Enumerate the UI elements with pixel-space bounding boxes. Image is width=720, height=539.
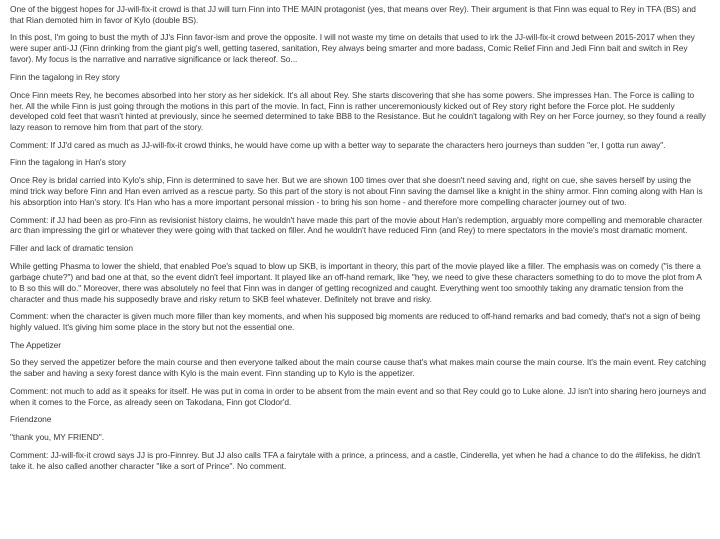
intro-paragraph: One of the biggest hopes for JJ-will-fix-it crowd is that JJ will turn Finn into THE MAIN protagonist (yes, that means over Rey). Their argument is that Finn was equal to Rey in TFA (BS) and that Rian demoted him in favor of Kylo (double BS). <box>10 4 696 25</box>
comment-paragraph: Comment: JJ-will-fix-it crowd says JJ is pro-Finnrey. But JJ also calls TFA a fairytale with a prince, a princess, and a castle, Cinderella, yet when he had a chance to do the #lifekiss, he didn't take it. he also called another character "like a sort of Prince". No comment. <box>10 449 701 471</box>
body-paragraph: Once Finn meets Rey, he becomes absorbed into her story as her sidekick. It's all about Rey. She starts discovering that she has some powers. She impresses Han. The Force is calling to her. All the while Finn is just going through the motions in this part of the movie. In fact, Finn is rather unceremoniously kicked out of Rey story right before the Force plot. He suddenly developed cold feet that wasn't hinted at previously, since he seemed determined to take BB8 to the Resistance. But he couldn't tagalong with Rey on her Force journey, so they found a really lazy reason to remove him from that part of the story. <box>10 89 706 133</box>
section-heading-rey-story: Finn the tagalong in Rey story <box>10 71 120 82</box>
comment-paragraph: Comment: when the character is given much more filler than key moments, and when his supposed big moments are reduced to off-hand remarks and bad comedy, that's not a sign of being highly valued. It's giving him some place in the story but not the essential one. <box>10 311 701 332</box>
comment-paragraph: Comment: if JJ had been as pro-Finn as revisionist history claims, he wouldn't have made this part of the movie about Han's redemption, arguably more compelling and memorable character arc than impressing the girl or whatever they were going with that tacked on filler. And he wouldn't have reduced Finn (and Rey) to mere spectators in the movie's most dramatic moment. <box>10 214 703 236</box>
section-heading-han-story: Finn the tagalong in Han's story <box>10 157 126 168</box>
section-heading-filler: Filler and lack of dramatic tension <box>10 242 134 253</box>
section-heading-appetizer: The Appetizer <box>10 339 62 350</box>
body-paragraph: Once Rey is bridal carried into Kylo's ship, Finn is determined to save her. But we are shown 100 times over that she doesn't need saving and, right on cue, she saves herself by using the mind trick way before Finn and Han even arrived as a rescue party. So this part of the story is not about Finn saving the damsel like a knight in the shiny armor. Finn coming along with Han is his absorption into Han's story. It's Han who has a more important personal mission - to bring his son home - and therefore more compelling character journey out of two. <box>10 175 703 208</box>
comment-paragraph: Comment: not much to add as it speaks for itself. He was put in coma in order to be absent from the main event and so that Rey could go to Luke alone. JJ isn't into sharing hero journeys and when it comes to the Force, as already seen on Takodana, Finn got Clodor'd. <box>10 385 706 407</box>
section-heading-friendzone: Friendzone <box>10 414 52 425</box>
comment-paragraph: Comment: If JJ'd cared as much as JJ-will-fix-it crowd thinks, he would have come up with a better way to separate the characters hero journeys than sudden "er, I gotta run away". <box>10 139 666 150</box>
body-paragraph: While getting Phasma to lower the shield, that enabled Poe's squad to blow up SKB, is important in theory, this part of the movie played like a filler. The emphasis was on comedy ("is there a garbage chute?") and bad one at that, so the event didn't feel important. It played like an off-hand remark, like "hey, we need to give these characters something to do to move the plot from A to B so this will do." Moreover, there was absolutely no feel that Finn was in danger of getting recognized and caught. Everything went too smoothly taking any dramatic tension from the character and thus made his supposedly brave and risky return to SKB feel whatever. Definitely not brave and risky. <box>10 260 702 304</box>
thesis-paragraph: In this post, I'm going to bust the myth of JJ's Finn favor-ism and prove the opposite. I will not waste my time on details that used to irk the JJ-will-fix-it crowd between 2015-2017 when they were super anti-JJ (Finn drinking from the giant pig's well, getting tasered, sanitation, Rey always being smarter and more badass, Comic Relief Finn and Jedi Finn bait and switch in Rey favor). My focus is the narrative and narrative significance or lack thereof. So... <box>10 32 695 65</box>
body-paragraph: So they served the appetizer before the main course and then everyone talked about the main course cause that's what makes main course the main course. It's the main event. Rey catching the saber and having a sexy forest dance with Kylo is the main event. Finn standing up to Kylo is the appetizer. <box>10 357 706 379</box>
quote-paragraph: "thank you, MY FRIEND". <box>10 432 105 443</box>
